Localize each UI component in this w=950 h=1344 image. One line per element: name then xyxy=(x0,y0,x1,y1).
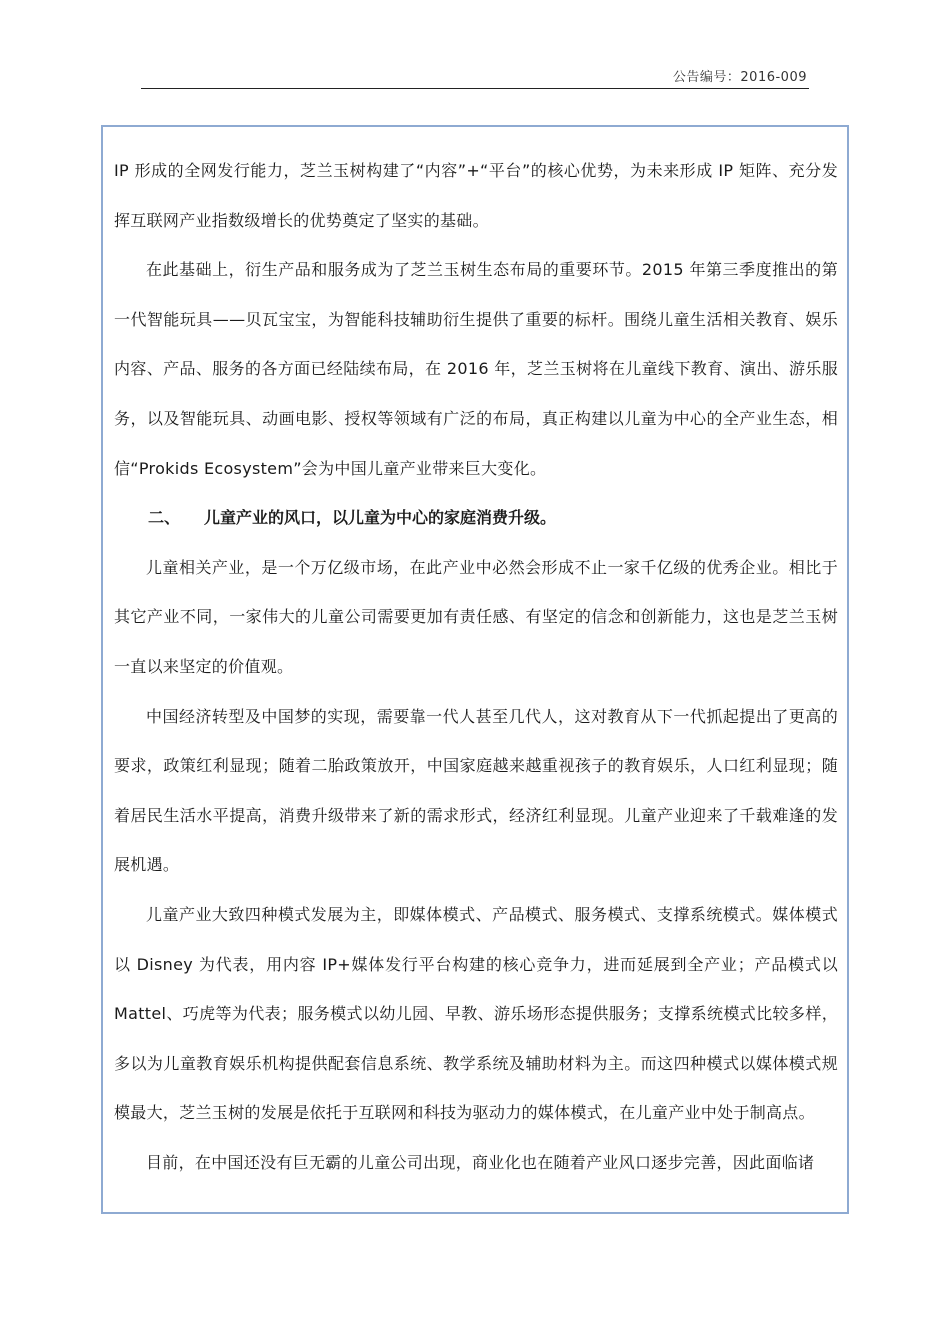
section-heading xyxy=(114,493,838,543)
paragraph-ip-advantage: IP 形成的全网发行能力，芝兰玉树构建了“内容”+“平台”的核心优势，为未来形成 IP 矩阵、充分发挥互联网产业指数级增长的优势奠定了坚实的基础。 xyxy=(114,161,838,230)
announcement-number: 公告编号：2016-009 xyxy=(672,70,807,85)
section-number: 二、 xyxy=(148,508,181,528)
paragraph-derivative-products: 在此基础上，衍生产品和服务成为了芝兰玉树生态布局的重要环节。2015 年第三季度推出的第一代智能玩具——贝瓦宝宝，为智能科技辅助衍生提供了重要的标杆。围绕儿童生活相关教育、娱乐内容、产品、服务的各方面已经陆续布局，在 2016 年，芝兰玉树将在儿童线下教育、演出、游乐服务，以及智能玩具、动画电影、授权等领域有广泛的布局，真正构建以儿童为中心的全产业生态，相信“Prokids Ecosystem”会为中国儿童产业带来巨大变化。 xyxy=(114,260,838,478)
paragraph-trillion-market: 儿童相关产业，是一个万亿级市场，在此产业中必然会形成不止一家千亿级的优秀企业。相比于其它产业不同，一家伟大的儿童公司需要更加有责任感、有坚定的信念和创新能力，这也是芝兰玉树一直以来坚定的价值观。 xyxy=(114,557,838,676)
paragraph-dividends: 中国经济转型及中国梦的实现，需要靠一代人甚至几代人，这对教育从下一代抓起提出了更高的要求，政策红利显现；随着二胎政策放开，中国家庭越来越重视孩子的教育娱乐，人口红利显现；随着居民生活水平提高，消费升级带来了新的需求形式，经济红利显现。儿童产业迎来了千载难逢的发展机遇。 xyxy=(114,706,838,875)
paragraph-four-models: 儿童产业大致四种模式发展为主，即媒体模式、产品模式、服务模式、支撑系统模式。媒体模式以 Disney 为代表，用内容 IP+媒体发行平台构建的核心竞争力，进而延展到全产业；产品模式以 Mattel、巧虎等为代表；服务模式以幼儿园、早教、游乐场形态提供服务；支撑系统模式比较多样，多以为儿童教育娱乐机构提供配套信息系统、教学系统及辅助材料为主。而这四种模式以媒体模式规模最大，芝兰玉树的发展是依托于互联网和科技为驱动力的媒体模式，在儿童产业中处于制高点。 xyxy=(114,904,838,1123)
header-divider xyxy=(141,88,809,89)
content-body xyxy=(114,146,838,1187)
paragraph-current-status: 目前，在中国还没有巨无霸的儿童公司出现，商业化也在随着产业风口逐步完善，因此面临诸 xyxy=(146,1152,815,1172)
section-title: 儿童产业的风口，以儿童为中心的家庭消费升级。 xyxy=(204,508,557,528)
content-frame xyxy=(101,125,849,1214)
